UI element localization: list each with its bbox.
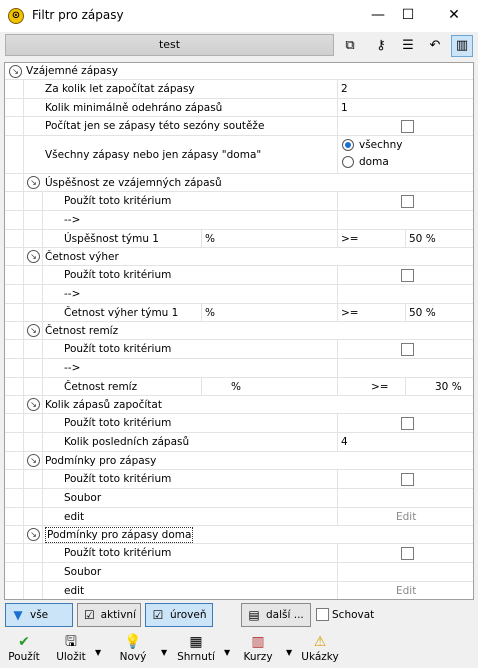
checkbox[interactable]: [401, 195, 414, 208]
property-label: Použít toto kritérium: [64, 343, 172, 355]
all-button[interactable]: ▼ vše: [5, 603, 73, 627]
property-value[interactable]: 4: [341, 436, 348, 448]
maximize-button[interactable]: ☐: [401, 7, 415, 23]
collapse-icon[interactable]: ↘: [27, 250, 40, 263]
group-title: Vzájemné zápasy: [26, 65, 118, 77]
subgroup-header[interactable]: [5, 396, 473, 414]
property-row[interactable]: [5, 470, 473, 489]
edit-button[interactable]: Edit: [396, 510, 417, 523]
checkbox[interactable]: [401, 547, 414, 560]
operator-select[interactable]: >=: [341, 306, 359, 319]
collapse-icon[interactable]: ↘: [27, 176, 40, 189]
key-icon[interactable]: ⚷: [376, 38, 386, 53]
property-label: Četnost výher týmu 1: [64, 306, 179, 319]
property-label: -->: [64, 288, 81, 300]
new-button[interactable]: 💡 Nový: [109, 634, 157, 663]
property-label: Za kolik let započítat zápasy: [45, 83, 195, 95]
odds-chart-icon: ▥: [251, 634, 265, 650]
property-label: -->: [64, 214, 81, 226]
subgroup-title: Kolik zápasů započítat: [45, 398, 162, 411]
hide-toggle[interactable]: Schovat: [316, 608, 374, 621]
subgroup-title: Četnost výher: [45, 250, 119, 263]
property-row[interactable]: [5, 433, 473, 452]
save-icon: 🖫: [65, 634, 77, 650]
subgroup-title: Úspěšnost ze vzájemných zápasů: [45, 176, 222, 189]
operator-select[interactable]: >=: [371, 380, 389, 393]
collapse-icon[interactable]: ↘: [27, 528, 40, 541]
property-label: Počítat jen se zápasy této sezóny soutěže: [45, 120, 265, 132]
checkbox[interactable]: [401, 417, 414, 430]
property-row[interactable]: [5, 378, 473, 396]
property-label: Kolik minimálně odehráno zápasů: [45, 101, 223, 114]
unit-select[interactable]: %: [205, 232, 215, 245]
property-row[interactable]: [5, 508, 473, 526]
tree-list-icon[interactable]: ☰: [402, 38, 414, 53]
property-row[interactable]: [5, 359, 473, 378]
close-button[interactable]: ✕: [448, 7, 460, 23]
property-label: Soubor: [64, 492, 102, 504]
property-label: Použít toto kritérium: [64, 417, 172, 429]
property-row[interactable]: [5, 285, 473, 304]
new-dropdown-icon[interactable]: ▼: [161, 648, 168, 657]
property-label: Použít toto kritérium: [64, 269, 172, 281]
property-label: Použít toto kritérium: [64, 195, 172, 207]
subgroup-title: Podmínky pro zápasy doma: [47, 529, 192, 541]
property-label: Kolik posledních zápasů: [64, 436, 190, 448]
property-label: edit: [64, 510, 85, 523]
property-row[interactable]: [5, 414, 473, 433]
subgroup-header[interactable]: [5, 452, 473, 470]
property-row[interactable]: [5, 304, 473, 322]
unit-select[interactable]: %: [205, 306, 215, 319]
collapse-icon[interactable]: ↘: [27, 324, 40, 337]
checkbox-icon: ☑: [152, 608, 164, 622]
property-label: Úspěšnost týmu 1: [64, 232, 159, 245]
property-row[interactable]: [5, 563, 473, 582]
apply-button[interactable]: ✔ Použít: [0, 634, 48, 663]
subgroup-title: Podmínky pro zápasy: [45, 454, 157, 467]
checkbox[interactable]: [401, 120, 414, 133]
radio-button[interactable]: [342, 139, 354, 151]
undo-arrow-icon[interactable]: ↶: [429, 38, 441, 53]
collapse-icon[interactable]: ↘: [9, 65, 22, 78]
filter-grid: [4, 62, 474, 600]
more-button[interactable]: ▤ další ...: [241, 603, 311, 627]
checkbox[interactable]: [401, 473, 414, 486]
subgroup-header[interactable]: [5, 526, 473, 544]
unit-select[interactable]: %: [231, 380, 241, 393]
property-label: Četnost remíz: [64, 380, 138, 393]
radio-option-doma[interactable]: doma: [342, 156, 389, 168]
columns-icon[interactable]: ▥: [451, 35, 473, 57]
subgroup-header[interactable]: [5, 248, 473, 266]
filter-funnel-icon: ▼: [13, 608, 23, 622]
title-bar: [0, 0, 478, 32]
property-row[interactable]: [5, 80, 473, 99]
property-row[interactable]: [5, 544, 473, 563]
summary-icon: ▦: [189, 634, 203, 650]
threshold-value[interactable]: 30 %: [435, 380, 462, 393]
property-row[interactable]: [5, 99, 473, 117]
operator-select[interactable]: >=: [341, 232, 359, 245]
summary-dropdown-icon[interactable]: ▼: [224, 648, 231, 657]
collapse-icon[interactable]: ↘: [27, 454, 40, 467]
property-row[interactable]: [5, 117, 473, 136]
film-icon: ▤: [248, 608, 260, 622]
save-button[interactable]: 🖫 Uložit: [47, 634, 95, 663]
property-row[interactable]: [5, 489, 473, 508]
subgroup-title: Četnost remíz: [45, 324, 119, 337]
property-label: Všechny zápasy nebo jen zápasy "doma": [45, 148, 262, 161]
property-label: edit: [64, 584, 85, 597]
app-icon: ⊙: [8, 8, 24, 24]
minimize-button[interactable]: —: [371, 7, 385, 23]
copy-icon[interactable]: ⧉: [345, 38, 355, 53]
subgroup-header[interactable]: [5, 174, 473, 192]
checkbox[interactable]: [316, 608, 329, 621]
radio-option-vsechny[interactable]: všechny: [342, 139, 402, 151]
property-value[interactable]: 2: [341, 83, 348, 95]
summary-button[interactable]: ▦ Shrnutí: [172, 634, 220, 663]
checkbox[interactable]: [401, 269, 414, 282]
checkbox-icon: ☑: [83, 608, 95, 622]
property-label: Použít toto kritérium: [64, 547, 172, 559]
property-row[interactable]: [5, 582, 473, 600]
property-label: -->: [64, 362, 81, 374]
property-row[interactable]: [5, 266, 473, 285]
group-header[interactable]: [5, 63, 473, 80]
threshold-value[interactable]: 50 %: [409, 306, 436, 319]
property-value[interactable]: 1: [341, 101, 348, 114]
lightbulb-icon: 💡: [124, 634, 142, 650]
active-button[interactable]: ☑ aktivní: [77, 603, 141, 627]
odds-dropdown-icon[interactable]: ▼: [286, 648, 293, 657]
checkbox[interactable]: [401, 343, 414, 356]
property-row[interactable]: [5, 340, 473, 359]
save-dropdown-icon[interactable]: ▼: [95, 648, 102, 657]
threshold-value[interactable]: 50 %: [409, 232, 436, 245]
property-label: Použít toto kritérium: [64, 473, 172, 485]
test-button[interactable]: test: [5, 34, 334, 56]
radio-button[interactable]: [342, 156, 354, 168]
property-row[interactable]: [5, 211, 473, 230]
subgroup-header[interactable]: [5, 322, 473, 340]
edit-button[interactable]: Edit: [396, 584, 417, 597]
odds-button[interactable]: ▥ Kurzy: [234, 634, 282, 663]
collapse-icon[interactable]: ↘: [27, 398, 40, 411]
property-label: Soubor: [64, 566, 102, 578]
warning-icon: ⚠: [313, 634, 327, 650]
property-row[interactable]: [5, 192, 473, 211]
examples-button[interactable]: ⚠ Ukázky: [296, 634, 344, 663]
level-button[interactable]: ☑ úroveň: [145, 603, 213, 627]
window-title: Filtr pro zápasy: [32, 8, 124, 22]
checkmark-icon: ✔: [18, 634, 30, 650]
property-row[interactable]: [5, 230, 473, 248]
property-row[interactable]: [5, 136, 473, 174]
